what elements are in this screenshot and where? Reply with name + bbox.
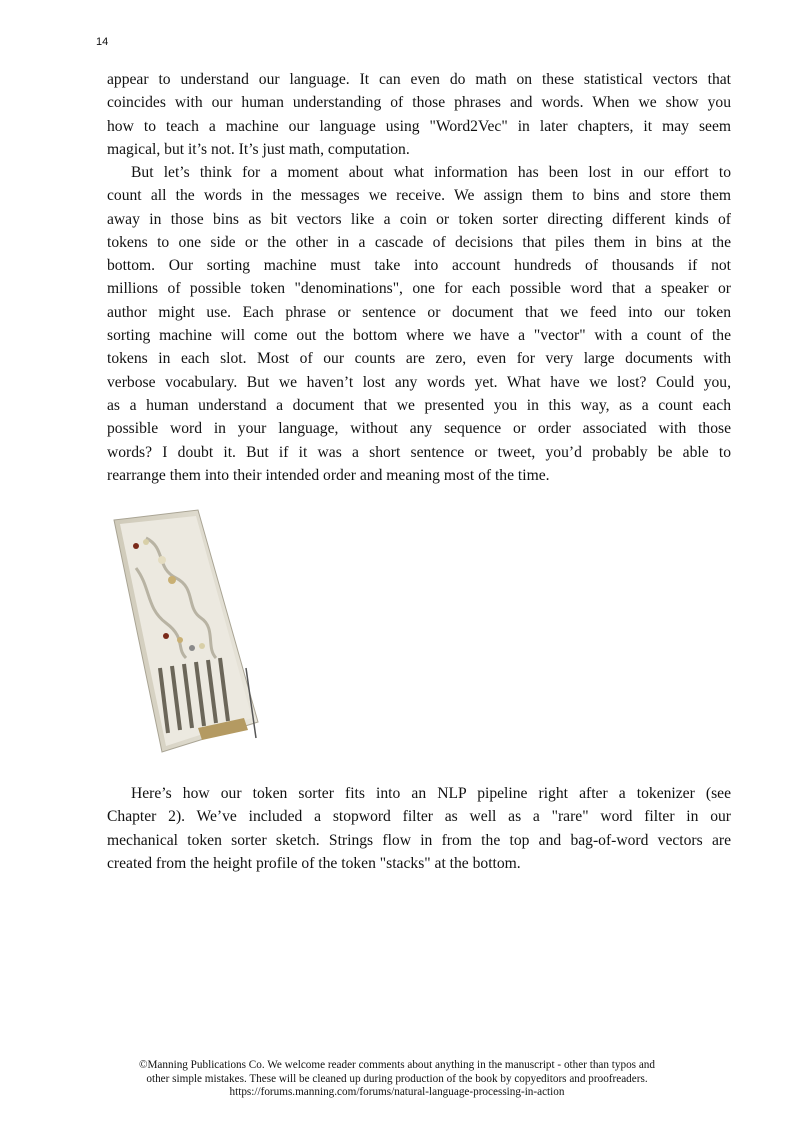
footer [80, 1059, 714, 1100]
footer-copyright: ©Manning Publications Co. We welcome reader comments about anything in the manuscript - other than typos and [138, 1059, 655, 1071]
page-number: 14 [96, 36, 109, 48]
text-line: Here’s how our token sorter fits into an NLP pipeline right after a tokenizer (see [131, 785, 731, 802]
text-line: author might use. Each phrase or sentence or document that we feed into our token [107, 303, 731, 321]
text-line: Chapter 2). We’ve included a stopword filter as well as a "rare" word filter in our [107, 808, 731, 826]
text-line: possible word in your language, without any sequence or order associated with those [107, 420, 731, 438]
text-line: tokens to one side or the other in a cascade of decisions that piles them in bins at the [107, 233, 731, 251]
text-line: away in those bins as bit vectors like a coin or token sorter directing different kinds of [107, 210, 731, 228]
text-line: verbose vocabulary. But we haven’t lost any words yet. What have we lost? Could you, [107, 373, 731, 391]
paragraph-3 [107, 782, 731, 875]
text-line: magical, but it’s not. It’s just math, computation. [107, 140, 410, 158]
text-line: how to teach a machine our language using "Word2Vec" in later chapters, it may seem [107, 117, 731, 135]
footer-link[interactable]: https://forums.manning.com/forums/natural-language-processing-in-action [229, 1086, 565, 1098]
text-line: sorting machine will come out the bottom where we have a "vector" with a count of the [107, 327, 731, 345]
text-line: tokens in each slot. Most of our counts are zero, even for very large documents with [107, 350, 731, 368]
text-line: rearrange them into their intended order and meaning most of the time. [107, 466, 550, 484]
text-line: millions of possible token "denominations", one for each possible word that a speaker or [107, 280, 731, 298]
text-line: coincides with our human understanding of those phrases and words. When we show you [107, 94, 731, 112]
text-line: created from the height profile of the token "stacks" at the bottom. [107, 854, 521, 872]
text-line: bottom. Our sorting machine must take into account hundreds of thousands if not [107, 257, 731, 275]
coin-sorter-image [106, 508, 266, 756]
paragraph-1 [107, 68, 731, 161]
text-line: But let’s think for a moment about what information has been lost in our effort to [131, 164, 731, 181]
text-line: mechanical token sorter sketch. Strings flow in from the top and bag-of-word vectors are [107, 831, 731, 849]
text-line: as a human understand a document that we presented you in this way, as a count each [107, 396, 731, 414]
paragraph-2 [107, 161, 731, 487]
text-line: words? I doubt it. But if it was a short sentence or tweet, you’d probably be able to [107, 443, 731, 461]
text-line: appear to understand our language. It can even do math on these statistical vectors that [107, 71, 731, 88]
footer-note: other simple mistakes. These will be cleaned up during production of the book by copyeditors and proofreaders. [146, 1072, 648, 1085]
text-line: count all the words in the messages we receive. We assign them to bins and store them [107, 187, 731, 205]
